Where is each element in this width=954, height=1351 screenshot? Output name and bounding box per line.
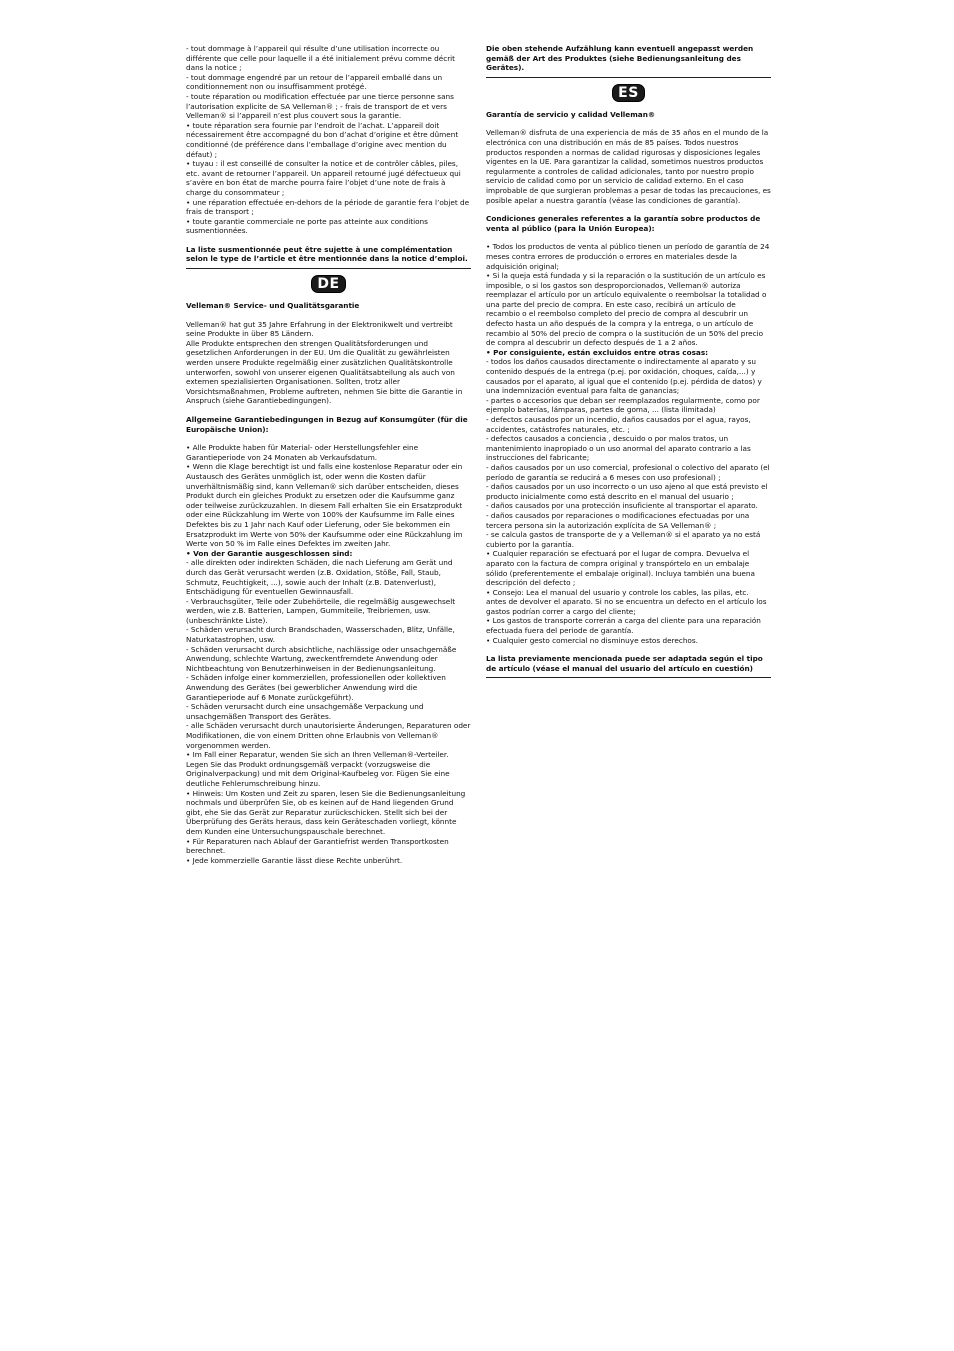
es-item: • Consejo: Lea el manual del usuario y controle los cables, las pilas, etc. antes de devolver el aparato. Si no se encuentra un defecto en el artículo los gastos podrían correr a cargo del cliente; [486,587,767,616]
de-item: - Schäden verursacht durch absichtliche, nachlässige oder unsachgemäße Anwendung, schlechte Wartung, zweckentfremdete Anwendung oder Nichtbeachtung von Benutzerhinweisen in der Bedienungsanleitung. [186,644,457,673]
es-item: • Cualquier gesto comercial no disminuye estos derechos. [486,635,698,645]
es-conditions-title: Condiciones generales referentes a la garantía sobre productos de venta al público (para la Unión Europea): [486,214,761,233]
de-intro-paragraph: Alle Produkte entsprechen den strengen Qualitätsforderungen und gesetzlichen Anforderungen in der EU. Um die Qualität zu gewährleisten werden unsere Produkte regelmäßig einer zusätzlichen Qualitätskontrolle unterworfen, sowohl von unserer eigenen Qualitätsabteilung als auch von externen spezialisierten Organisationen. Sollten, trotz aller Vorsichtsmaßnahmen, Probleme auftreten, nehmen Sie bitte die Garantie in Anspruch (siehe Garantiebedingungen). [186,338,463,406]
de-conditions-list [186,443,471,865]
es-section-title: Garantía de servicio y calidad Velleman® [486,109,656,119]
de-item: - alle Schäden verursacht durch unautorisierte Änderungen, Reparaturen oder Modifikationen, die von einem Dritten ohne Erlaubnis von Velleman® vorgenommen werden. [186,721,471,750]
fr-exclusions-list [186,44,471,236]
es-excluded-heading: • Por consiguiente, están excluidos entre otras cosas: [486,347,709,357]
es-item: - todos los daños causados directamente o indirectamente al aparato y su contenido después de la entrega (p.ej. por oxidación, choques, caída,...) y causados por el aparato, al igual que el contenido (p.ej. pérdida de datos) y una indemnización eventual para falta de ganancias; [486,357,762,396]
es-language-badge: ES [612,84,645,102]
es-intro: Velleman® disfruta de una experiencia de más de 35 años en el mundo de la electrónica con una distribución en más de 85 países. Todos nuestros productos responden a normas de calidad rigurosas y disposiciones legales vigentes en la UE. Para garantizar la calidad, sometimos nuestros productos regularmente a controles de calidad adicionales, tanto por nuestro propio servicio de calidad como por un servicio de calidad externo. En el caso improbable de que surgieran problemas a pesar de todas las precauciones, es posible apelar a nuestra garantía (véase las condiciones de garantía). [486,128,771,205]
es-badge-wrap [486,82,771,102]
es-item: • Todos los productos de venta al público tienen un período de garantía de 24 meses contra errores de producción o errores en materiales desde la adquisición original; [486,242,770,271]
es-item: - daños causados por reparaciones o modificaciones efectuadas por una tercera persona sin la autorización explícita de SA Velleman® ; [486,510,750,530]
de-item: • Wenn die Klage berechtigt ist und falls eine kostenlose Reparatur oder ein Austausch des Gerätes unmöglich ist, oder wenn die Kosten dafür unverhältnismäßig sind, kann Velleman® sich darüber entscheiden, dieses Produkt durch ein gleiches Produkt zu ersetzen oder die Kaufsumme ganz oder teilweise zurückzuzahlen. In diesem Fall erhalten Sie ein Ersatzprodukt oder eine Rückzahlung im Werte von 100% der Kaufsumme im Falle eines Defektes bis zu 1 Jahr nach Kauf oder Lieferung, oder Sie bekommen ein Ersatzprodukt im Werte von 50% der Kaufsumme oder eine Rückzahlung im Werte von 50 % im Falle eines Defektes im zweiten Jahr. [186,462,463,549]
es-item: - defectos causados por un incendio, daños causados por el agua, rayos, accidentes, catástrofes naturales, etc. ; [486,415,751,434]
es-conditions-list [486,242,771,645]
de-item: - Schäden infolge einer kommerziellen, professionellen oder kollektiven Anwendung des Gerätes (bei gewerblicher Anwendung wird die Garantieperiode auf 6 Monate zurückgeführt). [186,673,446,702]
right-column [486,44,771,678]
left-column [186,44,471,865]
es-item: - se calcula gastos de transporte de y a Velleman® si el aparato ya no está cubierto por la garantía. [486,530,761,549]
de-language-badge: DE [311,275,345,293]
de-section-title: Velleman® Service- und Qualitätsgarantie [186,301,360,311]
fr-item: • une réparation effectuée en-dehors de la période de garantie fera l’objet de frais de transport ; [186,197,470,217]
fr-item: • toute garantie commerciale ne porte pas atteinte aux conditions susmentionnées. [186,216,428,236]
es-item: - daños causados por un uso comercial, profesional o colectivo del aparato (el período de garantía se reducirá a 6 meses con uso profesional) ; [486,462,770,482]
de-excluded-heading: • Von der Garantie ausgeschlossen sind: [186,548,353,558]
de-item: • Jede kommerzielle Garantie lässt diese Rechte unberührt. [186,855,403,865]
es-item: - daños causados por una protección insuficiente al transportar el aparato. [486,501,758,511]
de-note: Die oben stehende Aufzählung kann eventuell angepasst werden gemäß der Art des Produktes (siehe Bedienungsanleitung des Gerätes). [486,44,754,73]
de-intro-paragraph: Velleman® hat gut 35 Jahre Erfahrung in der Elektronikwelt und vertreibt seine Produkte in über 85 Ländern. [186,319,453,339]
de-item: • Im Fall einer Reparatur, wenden Sie sich an Ihren Velleman®-Verteiler. Legen Sie das Produkt ordnungsgemäß verpackt (vorzugsweise die Originalverpackung) und mit dem Original-Kaufbeleg vor. Fügen Sie eine deutliche Fehlerumschreibung hinzu. [186,750,450,788]
section-divider [486,77,771,78]
de-item: • Alle Produkte haben für Material- oder Herstellungsfehler eine Garantieperiode von 24 Monaten ab Verkaufsdatum. [186,443,419,462]
de-item: • Hinweis: Um Kosten und Zeit zu sparen, lesen Sie die Bedienungsanleitung nochmals und überprüfen Sie, ob es keinen auf de Hand liegenden Grund gibt, ehe Sie das Gerät zur Reparatur zurückschicken. Stellt sich bei der Überprüfung des Geräts heraus, dass kein Geräteschaden vorliegt, könnte dem Kunden eine Untersuchungspauschale berechnet. [186,788,466,836]
fr-item: - tout dommage engendré par un retour de l’appareil emballé dans un conditionnement non ou insuffisamment protégé. [186,72,443,92]
section-divider [486,677,771,678]
es-note: La lista previamente mencionada puede ser adaptada según el tipo de artículo (véase el manual del usuario del artículo en cuestión) [486,654,763,673]
de-item: - alle direkten oder indirekten Schäden, die nach Lieferung am Gerät und durch das Gerät verursacht werden (z.B. Oxidation, Stöße, Fall, Staub, Schmutz, Feuchtigkeit, ...), sowie auch der Inhalt (z.B. Datenverlust), Entschädigung für eventuellen Gewinnausfall. [186,558,453,597]
de-intro [186,320,471,406]
es-item: - daños causados por un uso incorrecto o un uso ajeno al que está previsto el producto inicialmente como está descrito en el manual del usuario ; [486,482,768,501]
fr-item: - tout dommage à l’appareil qui résulte d’une utilisation incorrecte ou différente que celle pour laquelle il a été initialement prévu comme décrit dans la notice ; [186,44,456,73]
de-item: - Verbrauchsgüter, Teile oder Zubehörteile, die regelmäßig ausgewechselt werden, wie z.B. Batterien, Lampen, Gummiteile, Treibriemen, usw. (unbeschränkte Liste). [186,596,456,625]
es-item: • Los gastos de transporte correrán a carga del cliente para una reparación efectuada fuera del periode de garantía. [486,616,761,636]
de-item: - Schäden verursacht durch Brandschaden, Wasserschaden, Blitz, Unfälle, Naturkatastrophen, usw. [186,625,455,645]
es-item: - defectos causados a conciencia , descuido o por malos tratos, un mantenimiento inapropiado o un uso anormal del aparato contrario a las instrucciones del fabricante; [486,434,751,463]
section-divider [186,268,471,269]
es-item: • Si la queja está fundada y si la reparación o la sustitución de un artículo es imposible, o si los gastos son desproporcionados, Velleman® autoriza reemplazar el artículo por un artículo equivalente o reembolsar la totalidad o una parte del precio de compra. En este caso, recibirá un artículo de recambio o el reembolso completo del precio de compra al descubrir un defecto hasta un año después de la compra y la entrega, o un artículo de recambio al 50% del precio de compra o la sustitución de un 50% del precio de compra al descubrir un defecto después de 1 a 2 años. [486,271,767,348]
de-conditions-title: Allgemeine Garantiebedingungen in Bezug auf Konsumgüter (für die Europäische Union): [186,415,468,434]
fr-note: La liste susmentionnée peut être sujette à une complémentation selon le type de l’article et être mentionnée dans la notice d’emploi. [186,244,468,264]
de-badge-wrap [186,273,471,293]
fr-item: • toute réparation sera fournie par l’endroit de l’achat. L’appareil doit nécessairement être accompagné du bon d’achat d’origine et être dûment conditionné (de préférence dans l’emballage d’origine avec mention du défaut) ; [186,120,459,159]
de-item: • Für Reparaturen nach Ablauf der Garantiefrist werden Transportkosten berechnet. [186,836,449,856]
fr-item: - toute réparation ou modification effectuée par une tierce personne sans l’autorisation explicite de SA Velleman® ; - frais de transport de et vers Velleman® si l’appareil n’est plus couvert sous la garantie. [186,91,454,121]
es-item: • Cualquier reparación se efectuará por el lugar de compra. Devuelva el aparato con la factura de compra original y transpórtelo en un embalaje sólido (preferentemente el embalaje original). Incluya también una buena descripción del defecto ; [486,549,755,588]
fr-item: • tuyau : il est conseillé de consulter la notice et de contrôler câbles, piles, etc. avant de retourner l’appareil. Un appareil retourné jugé défectueux qui s’avère en bon état de marche pourra faire l’objet d’une note de frais à charge du consommateur ; [186,159,461,197]
de-item: - Schäden verursacht durch eine unsachgemäße Verpackung und unsachgemäßen Transport des Gerätes. [186,702,424,721]
es-item: - partes o accesorios que deban ser reemplazados regularmente, como por ejemplo baterías, lámparas, partes de goma, ... (lista ilimitada) [486,395,760,415]
